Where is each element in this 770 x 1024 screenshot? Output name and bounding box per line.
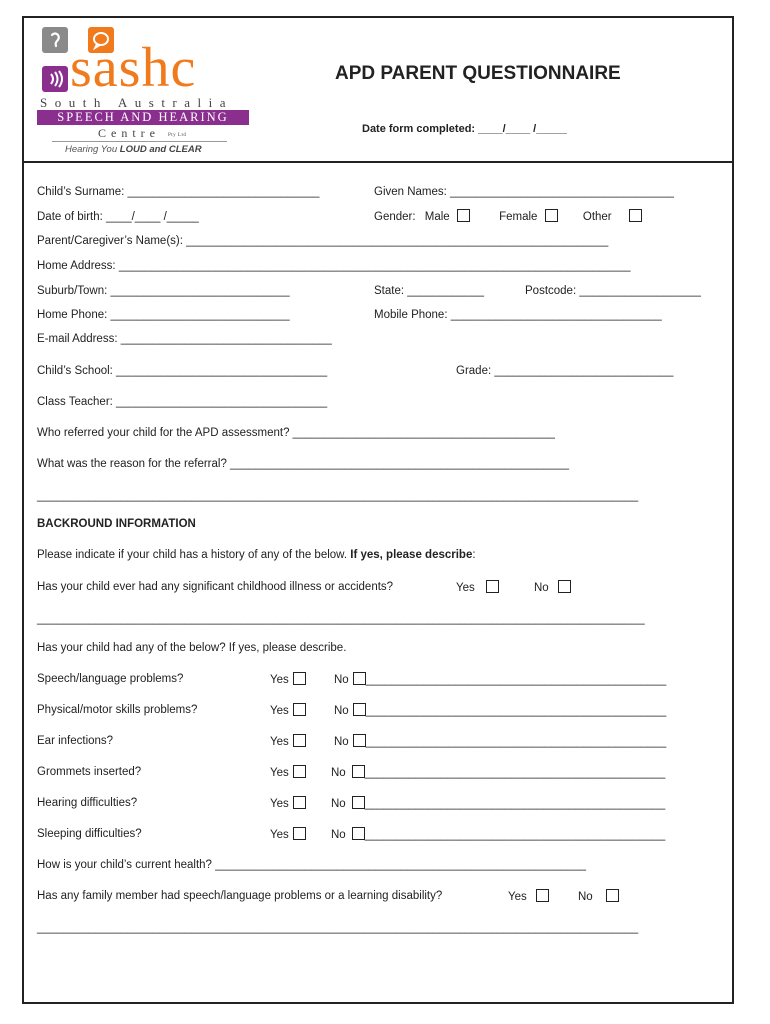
condition-describe-line[interactable]: _______________________________________________ xyxy=(364,798,666,810)
family-no-checkbox[interactable] xyxy=(606,889,619,902)
condition-describe-line[interactable]: _______________________________________________ xyxy=(365,674,667,686)
parent-name-field[interactable]: Parent/Caregiver’s Name(s): __________________________________________________________________ xyxy=(37,235,609,247)
condition-yes-checkbox[interactable] xyxy=(293,796,306,809)
gender-male-label: Male xyxy=(424,211,450,223)
family-question: Has any family member had speech/language problems or a learning disability? xyxy=(37,890,443,902)
home-address-field[interactable]: Home Address: ________________________________________________________________________________ xyxy=(37,260,631,272)
illness-no-label: No xyxy=(534,582,549,594)
gender-other-checkbox[interactable] xyxy=(629,209,642,222)
gender-female-label: Female xyxy=(499,211,538,223)
condition-yes: Yes xyxy=(270,765,306,780)
header-divider xyxy=(22,161,734,163)
current-health-field[interactable]: How is your child’s current health? __________________________________________________________ xyxy=(37,859,587,871)
condition-yes-checkbox[interactable] xyxy=(293,765,306,778)
condition-yes-checkbox[interactable] xyxy=(293,827,306,840)
family-yes xyxy=(508,889,549,904)
condition-yes: Yes xyxy=(270,734,306,749)
family-yes-checkbox[interactable] xyxy=(536,889,549,902)
illness-describe-line[interactable]: _______________________________________________________________________________________________ xyxy=(37,613,645,625)
logo-tagline: Hearing You LOUD and CLEAR xyxy=(65,144,202,155)
gender-other-label: Other xyxy=(582,211,612,223)
school-field[interactable]: Child’s School: _________________________________ xyxy=(37,365,328,377)
condition-no: No _______________________________________________ xyxy=(331,798,666,810)
condition-describe-line[interactable]: _______________________________________________ xyxy=(365,705,667,717)
home-phone-field[interactable]: Home Phone: ____________________________ xyxy=(37,309,290,321)
suburb-field[interactable]: Suburb/Town: ____________________________ xyxy=(37,285,290,297)
logo-line-speech-hearing: SPEECH AND HEARING xyxy=(37,110,249,125)
grade-field[interactable]: Grade: ____________________________ xyxy=(456,365,674,377)
condition-label: Hearing difficulties? xyxy=(37,797,138,809)
email-field[interactable]: E-mail Address: _________________________________ xyxy=(37,333,332,345)
condition-no-checkbox[interactable] xyxy=(352,827,365,840)
condition-yes: Yes xyxy=(270,827,306,842)
gender-male-checkbox[interactable] xyxy=(457,209,470,222)
teacher-field[interactable]: Class Teacher: _________________________________ xyxy=(37,396,328,408)
background-heading: BACKROUND INFORMATION xyxy=(37,518,196,530)
condition-label: Sleeping difficulties? xyxy=(37,828,142,840)
condition-label: Speech/language problems? xyxy=(37,673,184,685)
referral-reason-line[interactable]: ______________________________________________________________________________________________ xyxy=(37,490,639,502)
family-describe-line[interactable]: ______________________________________________________________________________________________ xyxy=(37,922,639,934)
gender-label: Gender: xyxy=(374,211,416,223)
condition-describe-line[interactable]: _______________________________________________ xyxy=(364,829,666,841)
logo-line-centre: Centre Pty Ltd xyxy=(98,126,187,140)
family-yes-label: Yes xyxy=(508,891,527,903)
condition-no: No _______________________________________________ xyxy=(331,829,666,841)
page-title: APD PARENT QUESTIONNAIRE xyxy=(335,63,621,84)
condition-yes: Yes xyxy=(270,672,306,687)
family-no xyxy=(578,889,619,904)
condition-yes-checkbox[interactable] xyxy=(293,734,306,747)
condition-describe-line[interactable]: _______________________________________________ xyxy=(364,767,666,779)
condition-yes: Yes xyxy=(270,796,306,811)
ear-icon xyxy=(42,27,68,53)
logo-line-south-australia: South Australia xyxy=(40,95,234,110)
condition-no-checkbox[interactable] xyxy=(352,765,365,778)
gender-female-checkbox[interactable] xyxy=(545,209,558,222)
sound-waves-icon xyxy=(42,66,68,92)
condition-describe-line[interactable]: _______________________________________________ xyxy=(365,736,667,748)
state-field[interactable]: State: ____________ xyxy=(374,285,484,297)
illness-yes-label: Yes xyxy=(456,582,475,594)
postcode-field[interactable]: Postcode: ___________________ xyxy=(525,285,701,297)
dob-field[interactable]: Date of birth: ____/____ /_____ xyxy=(37,211,199,223)
condition-no-checkbox[interactable] xyxy=(353,734,366,747)
condition-no: No _______________________________________________ xyxy=(334,705,667,717)
condition-yes-checkbox[interactable] xyxy=(293,703,306,716)
illness-yes-checkbox[interactable] xyxy=(486,580,499,593)
date-completed-field[interactable]: Date form completed: ____/____ /_____ xyxy=(362,123,567,135)
gender-group xyxy=(374,209,642,224)
condition-no: No _______________________________________________ xyxy=(334,674,667,686)
condition-label: Grommets inserted? xyxy=(37,766,142,778)
mobile-phone-field[interactable]: Mobile Phone: _________________________________ xyxy=(374,309,662,321)
illness-no xyxy=(534,580,571,595)
condition-label: Ear infections? xyxy=(37,735,114,747)
condition-no-checkbox[interactable] xyxy=(353,703,366,716)
condition-label: Physical/motor skills problems? xyxy=(37,704,198,716)
condition-yes: Yes xyxy=(270,703,306,718)
illness-yes xyxy=(456,580,499,595)
condition-no: No _______________________________________________ xyxy=(334,736,667,748)
form-border xyxy=(22,16,734,1004)
conditions-intro: Has your child had any of the below? If yes, please describe. xyxy=(37,642,347,654)
condition-yes-checkbox[interactable] xyxy=(293,672,306,685)
illness-question: Has your child ever had any significant childhood illness or accidents? xyxy=(37,581,394,593)
referred-by-field[interactable]: Who referred your child for the APD assessment? _________________________________________ xyxy=(37,427,555,439)
condition-no-checkbox[interactable] xyxy=(352,796,365,809)
referral-reason-field[interactable]: What was the reason for the referral? _____________________________________________________ xyxy=(37,458,570,470)
given-names-field[interactable]: Given Names: ___________________________________ xyxy=(374,186,674,198)
condition-no-checkbox[interactable] xyxy=(353,672,366,685)
background-instruction: Please indicate if your child has a history of any of the below. If yes, please describe: xyxy=(37,549,476,561)
family-no-label: No xyxy=(578,891,593,903)
logo-wordmark: sashc xyxy=(70,37,197,99)
surname-field[interactable]: Child’s Surname: ______________________________ xyxy=(37,186,320,198)
logo-rule xyxy=(52,141,227,142)
condition-no: No _______________________________________________ xyxy=(331,767,666,779)
illness-no-checkbox[interactable] xyxy=(558,580,571,593)
